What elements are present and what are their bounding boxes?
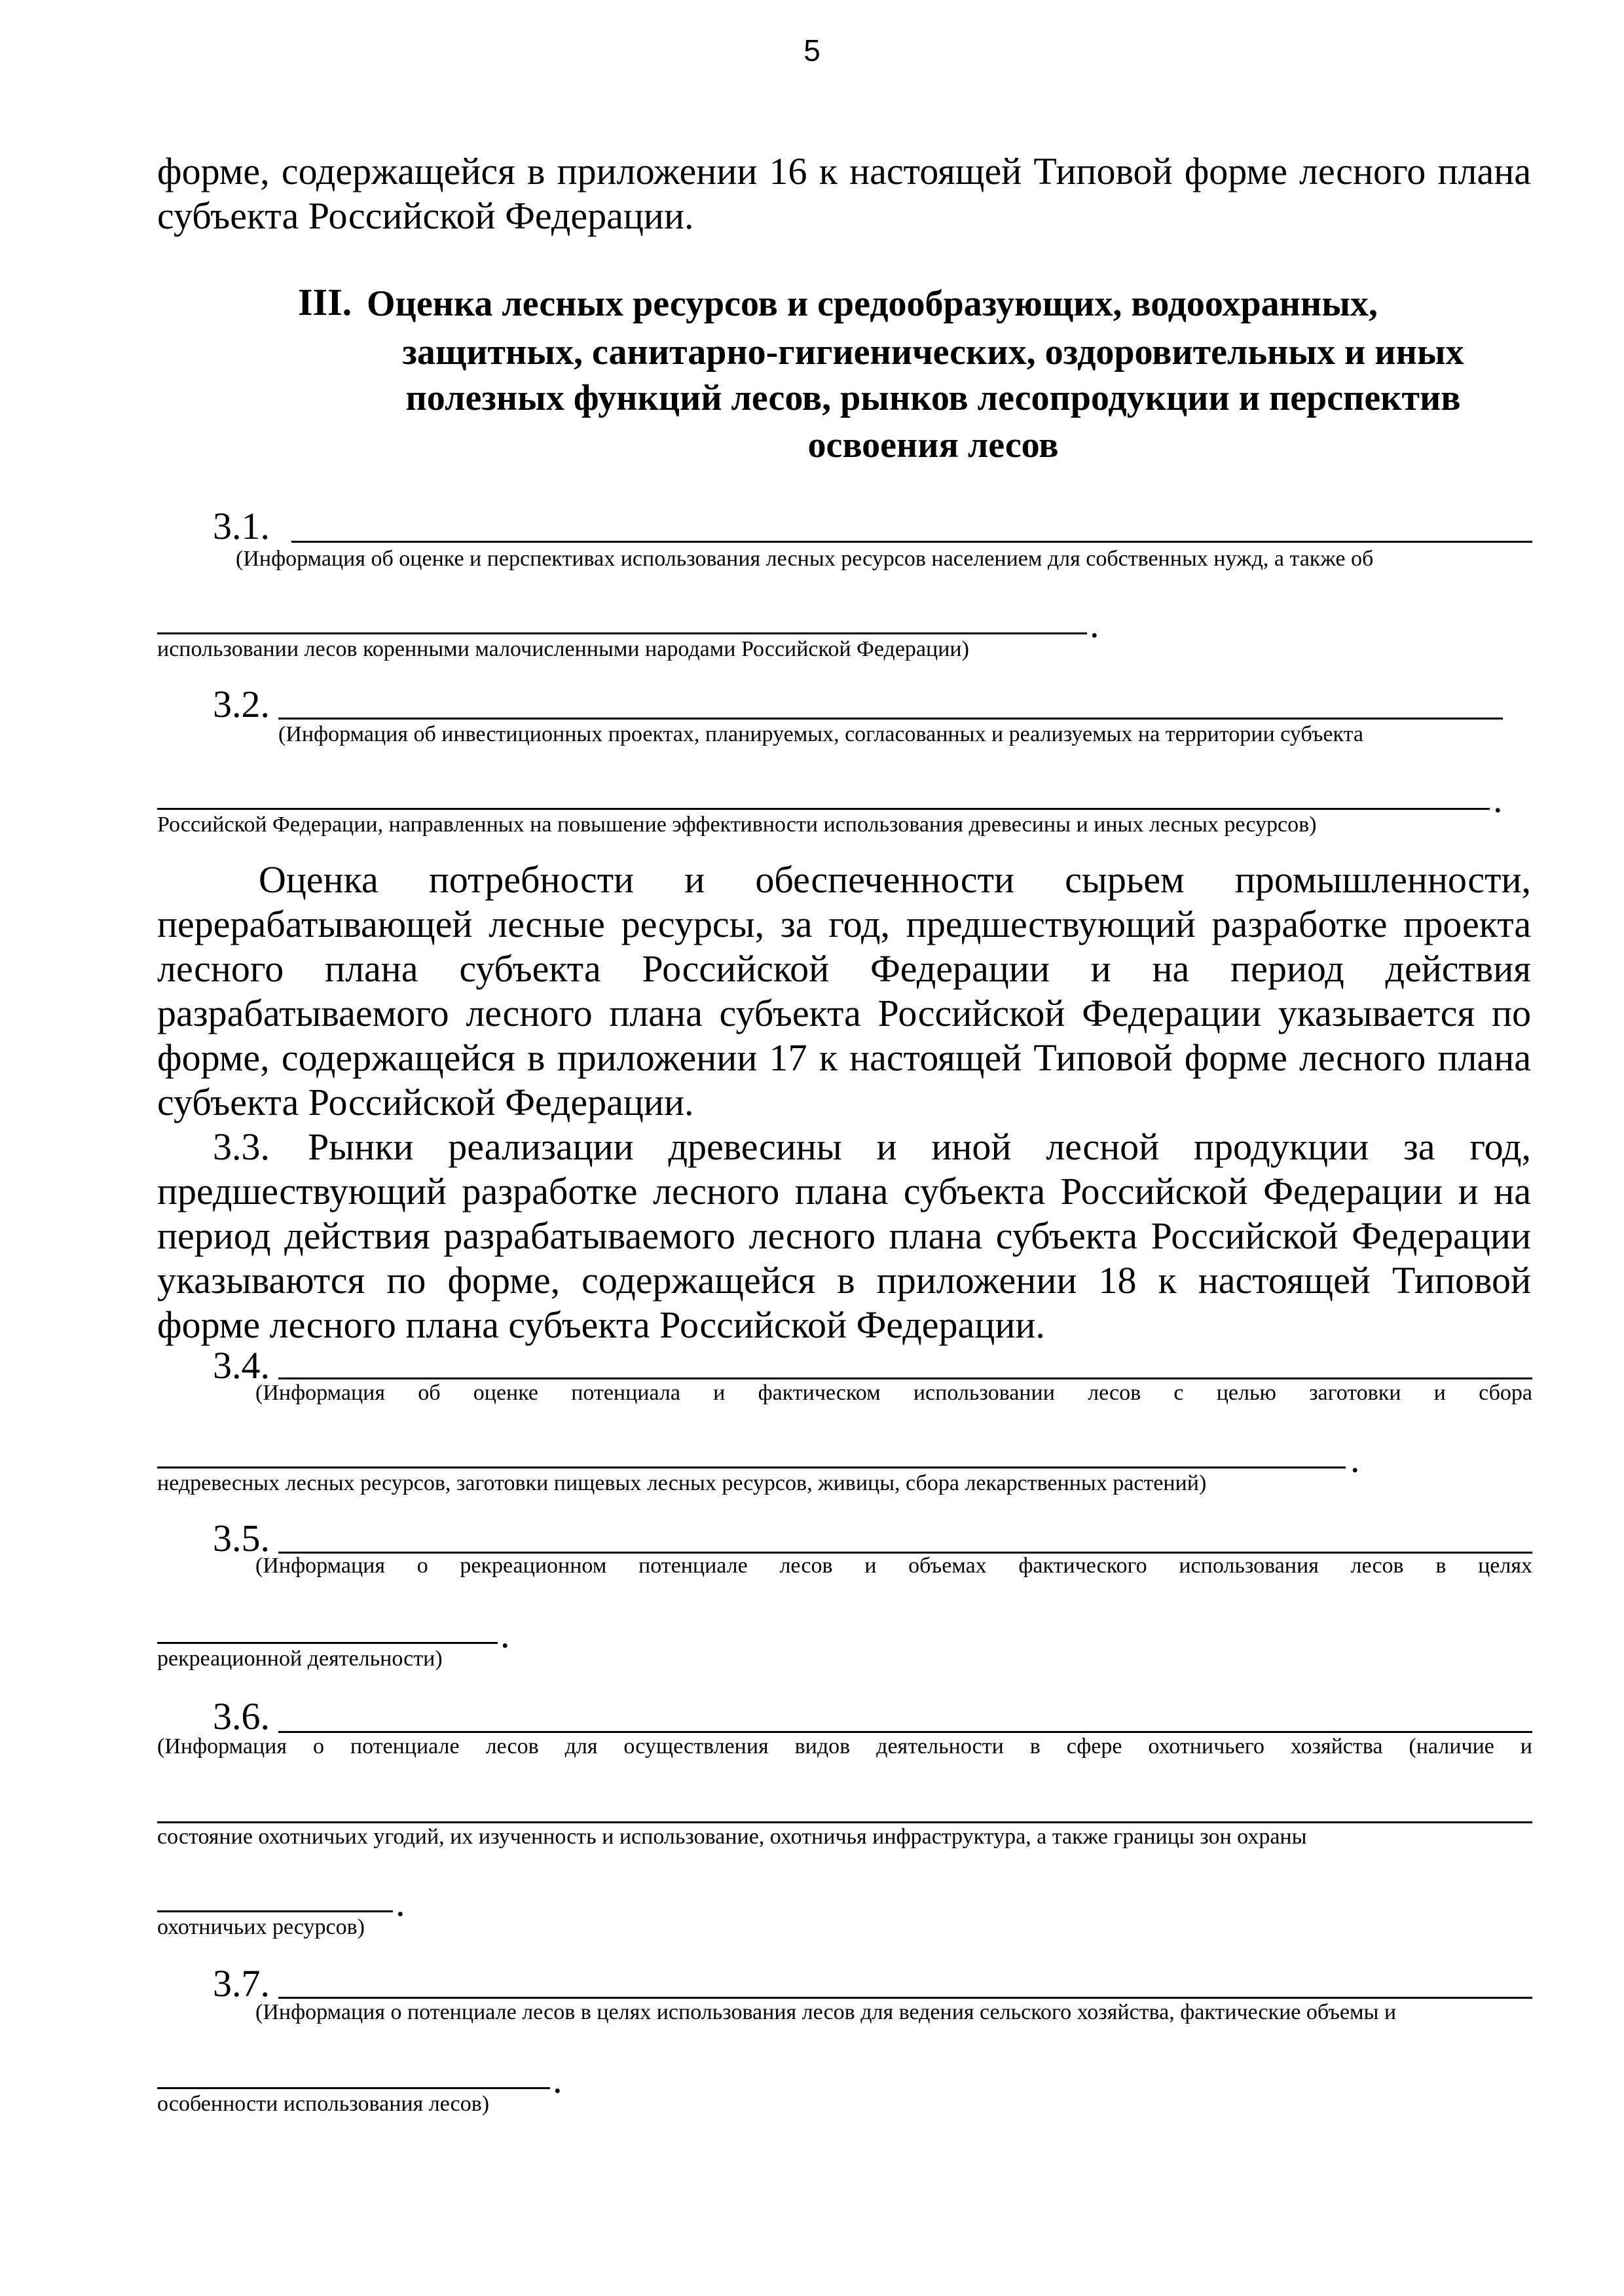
intro-line-1: форме, содержащейся в приложении 16 к настоящей Типовой форме лесного плана xyxy=(157,150,1531,192)
demand-para-line-2: перерабатывающей лесные ресурсы, за год, предшествующий разработке проекта xyxy=(157,903,1531,945)
section-title-line-2: защитных, санитарно-гигиенических, оздоровительных и иных xyxy=(402,332,1464,373)
item-3-4-fill-line xyxy=(278,1377,1532,1379)
item-3-6-number: 3.6. xyxy=(213,1695,270,1738)
item-3-3-line-5: форме лесного плана субъекта Российской Федерации. xyxy=(157,1303,1045,1346)
item-3-7-caption-2: особенности использования лесов) xyxy=(157,2092,490,2116)
item-3-7-period: . xyxy=(553,2058,563,2101)
item-3-4-caption-2: недревесных лесных ресурсов, заготовки пищевых лесных ресурсов, живицы, сбора лекарственных растений) xyxy=(157,1471,1207,1495)
page-number: 5 xyxy=(803,33,821,67)
item-3-7-fill-line xyxy=(278,1997,1532,1999)
demand-para-line-4: разрабатываемого лесного плана субъекта Российской Федерации указывается по xyxy=(157,992,1531,1034)
item-3-6-caption-1: (Информация о потенциале лесов для осуществления видов деятельности в сфере охотничьего хозяйства (наличие и xyxy=(157,1734,1532,1758)
item-3-6-period: . xyxy=(396,1882,405,1924)
item-3-4-number: 3.4. xyxy=(213,1344,270,1387)
demand-para-line-6: субъекта Российской Федерации. xyxy=(157,1081,694,1123)
item-3-1-caption-2: использовании лесов коренными малочисленными народами Российской Федерации) xyxy=(157,637,969,661)
item-3-6-fill-line-3 xyxy=(157,1910,393,1912)
demand-para-line-1: Оценка потребности и обеспеченности сырьем промышленности, xyxy=(259,858,1531,901)
item-3-5-caption-1: (Информация о рекреационном потенциале лесов и объемах фактического использования лесов в целях xyxy=(255,1554,1532,1578)
item-3-3-line-2: предшествующий разработке лесного плана субъекта Российской Федерации и на xyxy=(157,1170,1531,1212)
section-title-line-3: полезных функций лесов, рынков лесопродукции и перспектив xyxy=(405,378,1461,418)
item-3-3-line-4: указываются по форме, содержащейся в приложении 18 к настоящей Типовой xyxy=(157,1259,1531,1302)
demand-para-line-3: лесного плана субъекта Российской Федерации и на период действия xyxy=(157,947,1531,990)
item-3-1-period: . xyxy=(1090,603,1099,646)
item-3-1-number: 3.1. xyxy=(213,505,270,547)
item-3-6-caption-2: состояние охотничьих угодий, их изученность и использование, охотничья инфраструктура, а также границы зон охраны xyxy=(157,1825,1307,1849)
item-3-2-period: . xyxy=(1493,778,1503,820)
item-3-5-period: . xyxy=(500,1613,510,1656)
item-3-2-caption-2: Российской Федерации, направленных на повышение эффективности использования древесины и иных лесных ресурсов) xyxy=(157,812,1317,837)
item-3-1-fill-line-2 xyxy=(157,632,1087,634)
item-3-5-fill-line-2 xyxy=(157,1642,498,1644)
item-3-6-fill-line-2 xyxy=(157,1821,1532,1823)
intro-line-2: субъекта Российской Федерации. xyxy=(157,194,694,237)
item-3-2-fill-line-2 xyxy=(157,808,1490,810)
item-3-7-caption-1: (Информация о потенциале лесов в целях использования лесов для ведения сельского хозяйства, фактические объемы и xyxy=(255,2000,1397,2024)
item-3-6-caption-3: охотничьих ресурсов) xyxy=(157,1915,365,1939)
item-3-3-line-1: Рынки реализации древесины и иной лесной продукции за год, xyxy=(308,1125,1531,1168)
demand-para-line-5: форме, содержащейся в приложении 17 к настоящей Типовой форме лесного плана xyxy=(157,1036,1531,1079)
item-3-4-caption-1: (Информация об оценке потенциала и фактическом использовании лесов с целью заготовки и сбора xyxy=(255,1381,1532,1405)
item-3-1-caption-1: (Информация об оценке и перспективах использования лесных ресурсов населением для собственных нужд, а также об xyxy=(236,547,1374,571)
item-3-1-fill-line xyxy=(291,541,1532,543)
section-title-line-1: Оценка лесных ресурсов и средообразующих, водоохранных, xyxy=(367,283,1378,324)
item-3-6-fill-line xyxy=(278,1731,1532,1733)
item-3-4-fill-line-2 xyxy=(157,1467,1346,1468)
item-3-5-number: 3.5. xyxy=(213,1517,270,1559)
item-3-2-caption-1: (Информация об инвестиционных проектах, планируемых, согласованных и реализуемых на территории субъекта xyxy=(278,722,1363,746)
item-3-7-fill-line-2 xyxy=(157,2087,550,2089)
item-3-2-number: 3.2. xyxy=(213,683,270,725)
item-3-2-fill-line xyxy=(278,718,1503,720)
section-roman-numeral: III. xyxy=(298,281,352,323)
item-3-5-caption-2: рекреационной деятельности) xyxy=(157,1647,443,1671)
item-3-7-number: 3.7. xyxy=(213,1962,270,2005)
item-3-4-period: . xyxy=(1350,1438,1360,1480)
section-title-line-4: освоения лесов xyxy=(807,425,1059,465)
item-3-3-number: 3.3. xyxy=(213,1125,270,1168)
item-3-3-line-3: период действия разрабатываемого лесного плана субъекта Российской Федерации xyxy=(157,1214,1531,1257)
